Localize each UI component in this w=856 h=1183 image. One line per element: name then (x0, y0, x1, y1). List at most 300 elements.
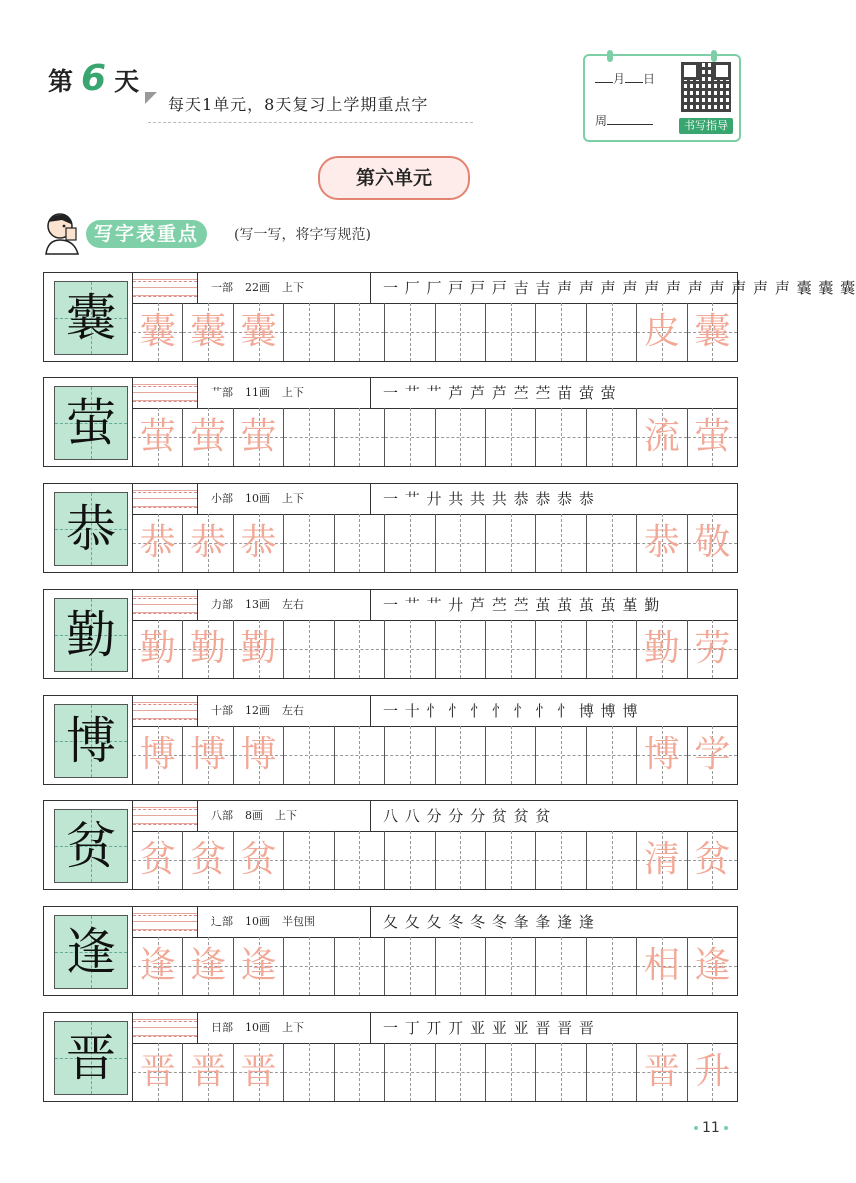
practice-char (436, 831, 485, 889)
practice-char (385, 514, 434, 572)
qr-label: 书写指导 (679, 118, 733, 134)
qr-code-icon[interactable] (681, 62, 731, 112)
practice-char (385, 726, 434, 784)
practice-char: 晋 (643, 1051, 680, 1092)
model-char-cell (54, 386, 128, 460)
structure: 上下 (282, 281, 304, 294)
practice-grid (132, 303, 737, 361)
practice-char: 升 (694, 1051, 731, 1092)
practice-cell[interactable] (284, 726, 334, 784)
practice-cell[interactable] (335, 514, 385, 572)
radical: 辶部 (211, 915, 233, 928)
practice-cell[interactable] (183, 726, 233, 784)
practice-char (335, 620, 384, 678)
practice-char (536, 726, 585, 784)
practice-cell[interactable] (183, 514, 233, 572)
practice-cell[interactable] (284, 408, 334, 466)
ring-icon (711, 50, 717, 62)
practice-cell[interactable] (587, 303, 637, 361)
practice-cell[interactable] (486, 620, 536, 678)
day-number: 6 (81, 58, 107, 99)
practice-cell[interactable] (587, 408, 637, 466)
pinyin-box[interactable] (133, 273, 198, 303)
practice-char: 逢 (694, 945, 731, 986)
practice-cell[interactable] (436, 831, 486, 889)
practice-char: 勤 (643, 628, 680, 669)
practice-char: 博 (240, 734, 277, 775)
stroke-order: 一 艹 艹 廾 芦 苎 苎 茧 茧 茧 茧 堇 勤 (383, 596, 661, 614)
practice-cell[interactable] (234, 726, 284, 784)
practice-cell[interactable] (486, 1043, 536, 1101)
week-field[interactable] (595, 112, 653, 129)
char-info (201, 273, 371, 303)
practice-cell[interactable] (234, 303, 284, 361)
practice-char: 皮 (643, 311, 680, 352)
practice-char (587, 937, 636, 995)
practice-cell[interactable] (637, 514, 687, 572)
practice-char: 囊 (694, 311, 731, 352)
practice-cell[interactable] (234, 620, 284, 678)
practice-cell[interactable] (284, 1043, 334, 1101)
practice-char: 学 (694, 734, 731, 775)
stroke-order: 一 丁 丌 丌 亚 亚 亚 晋 晋 晋 (383, 1019, 595, 1037)
char-info-strip (132, 484, 737, 515)
practice-cell[interactable] (385, 514, 435, 572)
practice-cell[interactable] (183, 937, 233, 995)
practice-cell[interactable] (183, 303, 233, 361)
pinyin-box[interactable] (133, 484, 198, 514)
practice-cell[interactable] (637, 726, 687, 784)
pinyin-box[interactable] (133, 696, 198, 726)
practice-char: 萤 (190, 416, 227, 457)
practice-cell[interactable] (335, 831, 385, 889)
practice-cell[interactable] (385, 408, 435, 466)
practice-char: 清 (643, 839, 680, 880)
practice-cell[interactable] (183, 831, 233, 889)
practice-cell[interactable] (335, 1043, 385, 1101)
month-label: 月 (613, 72, 626, 86)
practice-char: 恭 (190, 522, 227, 563)
practice-char: 晋 (190, 1051, 227, 1092)
practice-char (385, 408, 434, 466)
practice-cell[interactable] (284, 514, 334, 572)
practice-cell[interactable] (183, 1043, 233, 1101)
practice-char (486, 726, 535, 784)
practice-cell[interactable] (335, 408, 385, 466)
section-title: 写字表重点 (86, 220, 207, 248)
practice-cell[interactable] (637, 408, 687, 466)
character-row (43, 377, 738, 467)
model-char: 勤 (66, 606, 116, 664)
model-char-cell (54, 492, 128, 566)
practice-cell[interactable] (335, 303, 385, 361)
practice-char: 逢 (240, 945, 277, 986)
practice-char (335, 514, 384, 572)
practice-char (486, 408, 535, 466)
practice-cell[interactable] (688, 1043, 737, 1101)
stroke-order: 一 十 忄 忄 忄 忄 忄 忄 忄 博 博 博 (383, 702, 639, 720)
character-row (43, 272, 856, 362)
stroke-order: 夂 夂 夂 冬 冬 冬 夆 夆 逢 逢 (383, 913, 595, 931)
practice-cell[interactable] (587, 726, 637, 784)
practice-char: 贫 (240, 839, 277, 880)
structure: 左右 (282, 598, 304, 611)
practice-cell[interactable] (436, 408, 486, 466)
char-info (201, 1013, 371, 1043)
practice-char (436, 937, 485, 995)
stroke-order: 一 艹 廾 共 共 共 恭 恭 恭 恭 (383, 490, 595, 508)
page-number: 11 (702, 1120, 720, 1136)
practice-char (284, 726, 333, 784)
pinyin-box[interactable] (133, 1013, 198, 1043)
practice-cell[interactable] (536, 303, 586, 361)
character-row (43, 695, 738, 785)
character-row (43, 589, 738, 679)
practice-char (284, 831, 333, 889)
practice-cell[interactable] (234, 514, 284, 572)
model-char-cell (54, 704, 128, 778)
practice-cell[interactable] (486, 726, 536, 784)
practice-cell[interactable] (436, 937, 486, 995)
practice-cell[interactable] (385, 726, 435, 784)
practice-cell[interactable] (587, 937, 637, 995)
stroke-count: 22画 (245, 281, 270, 294)
pinyin-box[interactable] (133, 801, 198, 831)
practice-char (335, 408, 384, 466)
practice-cell[interactable] (385, 831, 435, 889)
practice-char: 博 (190, 734, 227, 775)
radical: 八部 (211, 809, 233, 822)
model-char: 晋 (66, 1029, 116, 1087)
practice-cell[interactable] (587, 1043, 637, 1101)
practice-char (486, 1043, 535, 1101)
practice-cell[interactable] (183, 408, 233, 466)
practice-cell[interactable] (536, 514, 586, 572)
practice-cell[interactable] (637, 831, 687, 889)
practice-char: 逢 (139, 945, 176, 986)
practice-char (536, 620, 585, 678)
day-prefix: 第 (48, 67, 74, 96)
character-row (43, 1012, 738, 1102)
practice-cell[interactable] (385, 1043, 435, 1101)
practice-cell[interactable] (284, 620, 334, 678)
practice-cell[interactable] (637, 937, 687, 995)
week-label: 周 (595, 114, 608, 128)
practice-cell[interactable] (637, 1043, 687, 1101)
practice-cell[interactable] (637, 620, 687, 678)
char-info (201, 696, 371, 726)
practice-char: 恭 (139, 522, 176, 563)
practice-char (587, 1043, 636, 1101)
practice-char (486, 620, 535, 678)
practice-cell[interactable] (688, 408, 737, 466)
practice-cell[interactable] (486, 408, 536, 466)
practice-char: 恭 (643, 522, 680, 563)
practice-char (587, 408, 636, 466)
stroke-order: 一 厂 厂 戸 戸 戸 吉 吉 声 声 声 声 声 声 声 声 声 声 声 囊 囊 囊 (383, 279, 856, 297)
practice-char (587, 514, 636, 572)
practice-char (536, 514, 585, 572)
practice-char (536, 408, 585, 466)
practice-char: 囊 (139, 311, 176, 352)
practice-char: 囊 (240, 311, 277, 352)
practice-char: 囊 (190, 311, 227, 352)
radical: 十部 (211, 704, 233, 717)
practice-char (385, 937, 434, 995)
practice-char (284, 303, 333, 361)
practice-char (436, 514, 485, 572)
stroke-count: 10画 (245, 492, 270, 505)
model-char: 贫 (66, 817, 116, 875)
practice-grid (132, 408, 737, 466)
practice-cell[interactable] (486, 514, 536, 572)
practice-char (436, 408, 485, 466)
practice-char (587, 726, 636, 784)
practice-cell[interactable] (385, 620, 435, 678)
practice-char (284, 620, 333, 678)
character-row (43, 483, 738, 573)
practice-cell[interactable] (486, 303, 536, 361)
practice-char (335, 937, 384, 995)
char-info-strip (132, 801, 737, 832)
char-info-strip (132, 590, 737, 621)
practice-cell[interactable] (133, 937, 183, 995)
practice-cell[interactable] (436, 303, 486, 361)
practice-char (587, 831, 636, 889)
model-char-cell (54, 1021, 128, 1095)
structure: 上下 (282, 1021, 304, 1034)
practice-cell[interactable] (688, 514, 737, 572)
practice-char: 贫 (694, 839, 731, 880)
day-label: 日 (643, 72, 656, 86)
char-info-strip (132, 907, 737, 938)
practice-char: 逢 (190, 945, 227, 986)
practice-char (335, 831, 384, 889)
practice-cell[interactable] (536, 726, 586, 784)
model-char-cell (54, 281, 128, 355)
practice-cell[interactable] (234, 937, 284, 995)
practice-grid (132, 937, 737, 995)
practice-cell[interactable] (536, 1043, 586, 1101)
stroke-count: 10画 (245, 915, 270, 928)
practice-char: 博 (139, 734, 176, 775)
stroke-order: 一 艹 艹 芦 芦 芦 苎 苎 苗 萤 萤 (383, 384, 617, 402)
practice-char (385, 1043, 434, 1101)
practice-char: 萤 (240, 416, 277, 457)
practice-char (536, 303, 585, 361)
practice-cell[interactable] (536, 408, 586, 466)
radical: 力部 (211, 598, 233, 611)
practice-char (587, 303, 636, 361)
practice-cell[interactable] (385, 937, 435, 995)
date-field[interactable] (595, 70, 655, 87)
subtitle: 每天1单元，8天复习上学期重点字 (168, 95, 429, 114)
practice-cell[interactable] (234, 1043, 284, 1101)
practice-cell[interactable] (335, 620, 385, 678)
model-char: 博 (66, 712, 116, 770)
section-note: (写一写，将字写规范) (234, 227, 371, 243)
practice-char: 贫 (190, 839, 227, 880)
practice-char (284, 408, 333, 466)
practice-cell[interactable] (536, 831, 586, 889)
stroke-count: 11画 (245, 386, 270, 399)
pinyin-box[interactable] (133, 907, 198, 937)
practice-cell[interactable] (688, 303, 737, 361)
practice-char (436, 1043, 485, 1101)
practice-char: 相 (643, 945, 680, 986)
model-char: 逢 (66, 923, 116, 981)
model-char: 萤 (66, 394, 116, 452)
structure: 上下 (282, 386, 304, 399)
practice-cell[interactable] (536, 620, 586, 678)
practice-char (536, 831, 585, 889)
practice-char: 流 (643, 416, 680, 457)
practice-cell[interactable] (234, 408, 284, 466)
practice-char: 贫 (139, 839, 176, 880)
model-char-cell (54, 809, 128, 883)
radical: 艹部 (211, 386, 233, 399)
practice-cell[interactable] (436, 1043, 486, 1101)
practice-char (486, 514, 535, 572)
practice-grid (132, 1043, 737, 1101)
practice-grid (132, 514, 737, 572)
practice-cell[interactable] (688, 620, 737, 678)
practice-char: 敬 (694, 522, 731, 563)
practice-char (436, 620, 485, 678)
practice-char (486, 303, 535, 361)
practice-char: 勤 (240, 628, 277, 669)
radical: 一部 (211, 281, 233, 294)
practice-grid (132, 620, 737, 678)
practice-char: 晋 (139, 1051, 176, 1092)
practice-char (335, 303, 384, 361)
practice-char (436, 726, 485, 784)
date-calendar-box (583, 54, 741, 142)
practice-cell[interactable] (385, 303, 435, 361)
practice-cell[interactable] (335, 937, 385, 995)
day-suffix: 天 (114, 67, 140, 96)
practice-cell[interactable] (688, 937, 737, 995)
practice-cell[interactable] (284, 937, 334, 995)
practice-cell[interactable] (486, 831, 536, 889)
practice-char: 恭 (240, 522, 277, 563)
practice-cell[interactable] (688, 831, 737, 889)
stroke-count: 8画 (245, 809, 263, 822)
practice-cell[interactable] (133, 1043, 183, 1101)
practice-char (486, 937, 535, 995)
char-info (201, 907, 371, 937)
practice-cell[interactable] (234, 831, 284, 889)
stroke-count: 12画 (245, 704, 270, 717)
practice-cell[interactable] (486, 937, 536, 995)
practice-cell[interactable] (133, 726, 183, 784)
practice-cell[interactable] (335, 726, 385, 784)
practice-cell[interactable] (688, 726, 737, 784)
model-char: 囊 (66, 289, 116, 347)
char-info (201, 590, 371, 620)
practice-cell[interactable] (587, 514, 637, 572)
practice-char (385, 620, 434, 678)
practice-char (335, 1043, 384, 1101)
practice-cell[interactable] (133, 831, 183, 889)
stroke-count: 10画 (245, 1021, 270, 1034)
practice-cell[interactable] (133, 514, 183, 572)
pinyin-box[interactable] (133, 378, 198, 408)
practice-cell[interactable] (587, 620, 637, 678)
practice-grid (132, 726, 737, 784)
practice-cell[interactable] (133, 620, 183, 678)
practice-char: 萤 (694, 416, 731, 457)
char-info (201, 378, 371, 408)
stroke-count: 13画 (245, 598, 270, 611)
structure: 半包围 (282, 915, 315, 928)
practice-char: 晋 (240, 1051, 277, 1092)
structure: 上下 (275, 809, 297, 822)
ring-icon (607, 50, 613, 62)
char-info (201, 801, 371, 831)
practice-char (284, 514, 333, 572)
practice-cell[interactable] (284, 831, 334, 889)
character-row (43, 800, 738, 890)
practice-cell[interactable] (436, 620, 486, 678)
practice-char (486, 831, 535, 889)
char-info-strip (132, 1013, 737, 1044)
practice-cell[interactable] (436, 726, 486, 784)
practice-char: 勤 (139, 628, 176, 669)
unit-title: 第六单元 (318, 156, 470, 200)
practice-char (385, 831, 434, 889)
model-char: 恭 (66, 500, 116, 558)
practice-cell[interactable] (637, 303, 687, 361)
practice-char: 萤 (139, 416, 176, 457)
character-row (43, 906, 738, 996)
model-char-cell (54, 915, 128, 989)
practice-cell[interactable] (284, 303, 334, 361)
practice-char (536, 1043, 585, 1101)
structure: 上下 (282, 492, 304, 505)
practice-cell[interactable] (183, 620, 233, 678)
practice-cell[interactable] (133, 408, 183, 466)
practice-grid (132, 831, 737, 889)
practice-char (436, 303, 485, 361)
stroke-order: 八 八 分 分 分 贫 贫 贫 (383, 807, 552, 825)
practice-char (587, 620, 636, 678)
practice-char (335, 726, 384, 784)
practice-char (385, 303, 434, 361)
practice-char: 博 (643, 734, 680, 775)
pinyin-box[interactable] (133, 590, 198, 620)
practice-char: 勤 (190, 628, 227, 669)
practice-char (536, 937, 585, 995)
model-char-cell (54, 598, 128, 672)
practice-char: 劳 (694, 628, 731, 669)
kid-reading-icon (40, 210, 84, 256)
radical: 日部 (211, 1021, 233, 1034)
practice-char (284, 1043, 333, 1101)
day-heading (48, 58, 139, 98)
char-info (201, 484, 371, 514)
practice-cell[interactable] (536, 937, 586, 995)
structure: 左右 (282, 704, 304, 717)
practice-char (284, 937, 333, 995)
radical: 小部 (211, 492, 233, 505)
practice-cell[interactable] (587, 831, 637, 889)
char-info-strip (132, 273, 856, 304)
char-info-strip (132, 378, 737, 409)
practice-cell[interactable] (436, 514, 486, 572)
practice-cell[interactable] (133, 303, 183, 361)
char-info-strip (132, 696, 737, 727)
